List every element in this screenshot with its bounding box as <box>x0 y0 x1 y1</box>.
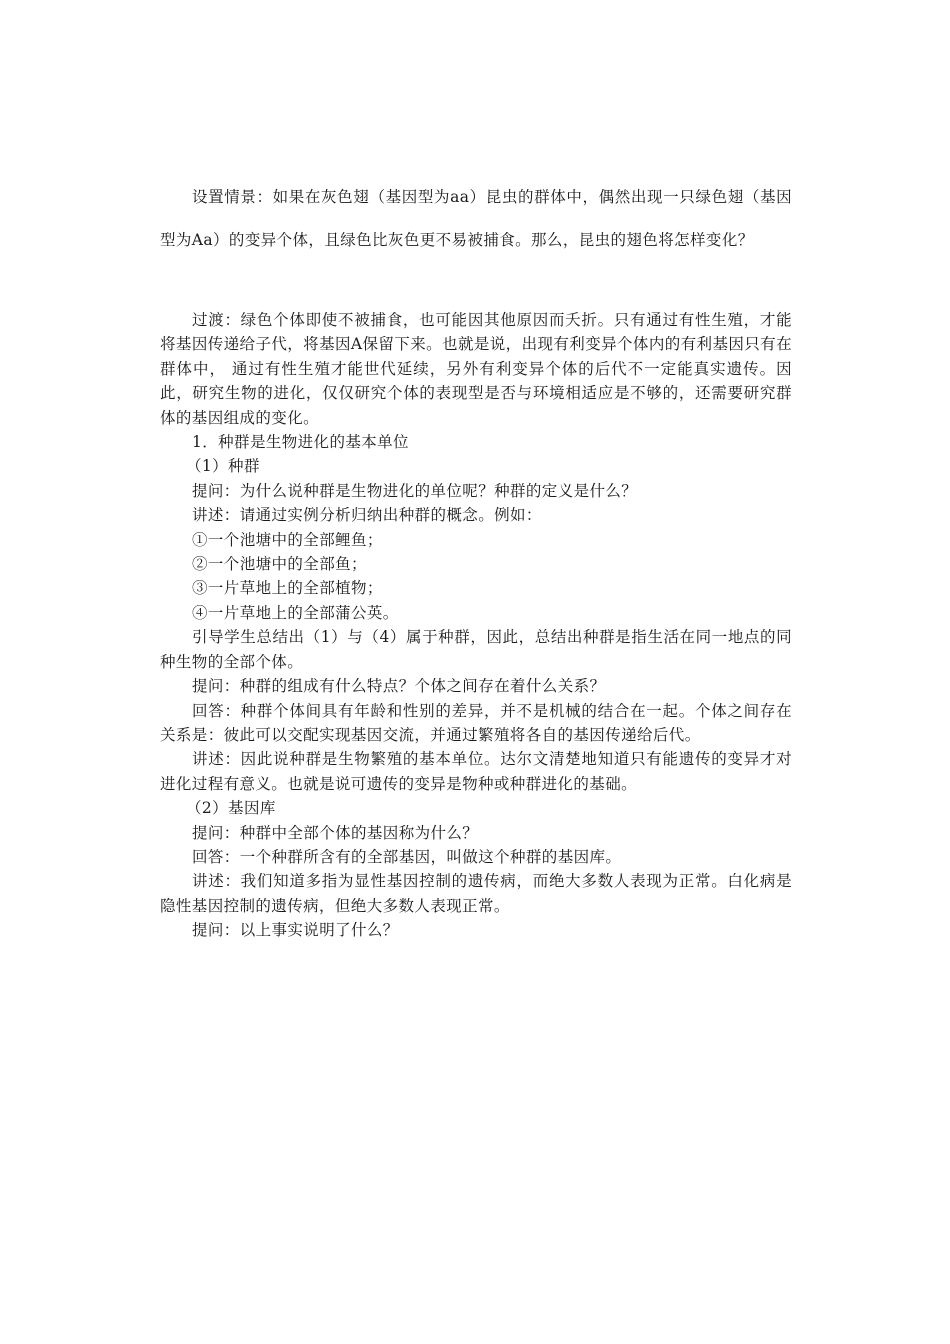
transition-paragraph: 过渡：绿色个体即使不被捕食，也可能因其他原因而夭折。只有通过有性生殖，才能将基因传递给子代，将基因A保留下来。也就是说，出现有利变异个体内的有利基因只有在群体中， 通过有性生殖才能世代延续，另外有利变异个体的后代不一定能真实遗传。因此，研究生物的进化，仅仅研究个体的表现型是否与环境相适应是不够的，还需要研究群体的基因组成的变化。 <box>160 311 792 427</box>
example-2: ②一个池塘中的全部鱼； <box>192 555 367 574</box>
subheading-population: （1）种群 <box>186 457 260 476</box>
section-heading-1: 1．种群是生物进化的基本单位 <box>192 433 409 452</box>
guide-paragraph: 引导学生总结出（1）与（4）属于种群，因此，总结出种群是指生活在同一地点的同种生物的全部个体。 <box>160 628 792 671</box>
narration-1: 讲述：请通过实例分析归纳出种群的概念。例如： <box>192 506 542 525</box>
answer-3: 回答：一个种群所含有的全部基因，叫做这个种群的基因库。 <box>192 847 622 866</box>
question-1: 提问：为什么说种群是生物进化的单位呢？种群的定义是什么？ <box>192 481 638 500</box>
example-4: ④一片草地上的全部蒲公英。 <box>192 603 399 622</box>
question-2: 提问：种群的组成有什么特点？个体之间存在着什么关系？ <box>192 677 606 696</box>
question-3: 提问：种群中全部个体的基因称为什么？ <box>192 823 479 842</box>
subheading-gene-pool: （2）基因库 <box>186 799 276 818</box>
narration-2: 讲述：因此说种群是生物繁殖的基本单位。达尔文清楚地知道只有能遗传的变异才对进化过程有意义。也就是说可遗传的变异是物种或种群进化的基础。 <box>160 750 792 793</box>
answer-2: 回答：种群个体间具有年龄和性别的差异，并不是机械的结合在一起。个体之间存在关系是：彼此可以交配实现基因交流，并通过繁殖将各自的基因传递给后代。 <box>160 701 792 744</box>
example-3: ③一片草地上的全部植物； <box>192 579 383 598</box>
intro-section <box>160 176 792 262</box>
body-section <box>160 308 792 943</box>
example-1: ①一个池塘中的全部鲤鱼； <box>192 530 383 549</box>
narration-3: 讲述：我们知道多指为显性基因控制的遗传病，而绝大多数人表现为正常。白化病是隐性基因控制的遗传病，但绝大多数人表现正常。 <box>160 872 792 915</box>
question-4: 提问：以上事实说明了什么？ <box>192 921 399 940</box>
scenario-paragraph: 设置情景：如果在灰色翅（基因型为aa）昆虫的群体中，偶然出现一只绿色翅（基因型为Aa）的变异个体，且绿色比灰色更不易被捕食。那么，昆虫的翅色将怎样变化？ <box>160 188 792 249</box>
